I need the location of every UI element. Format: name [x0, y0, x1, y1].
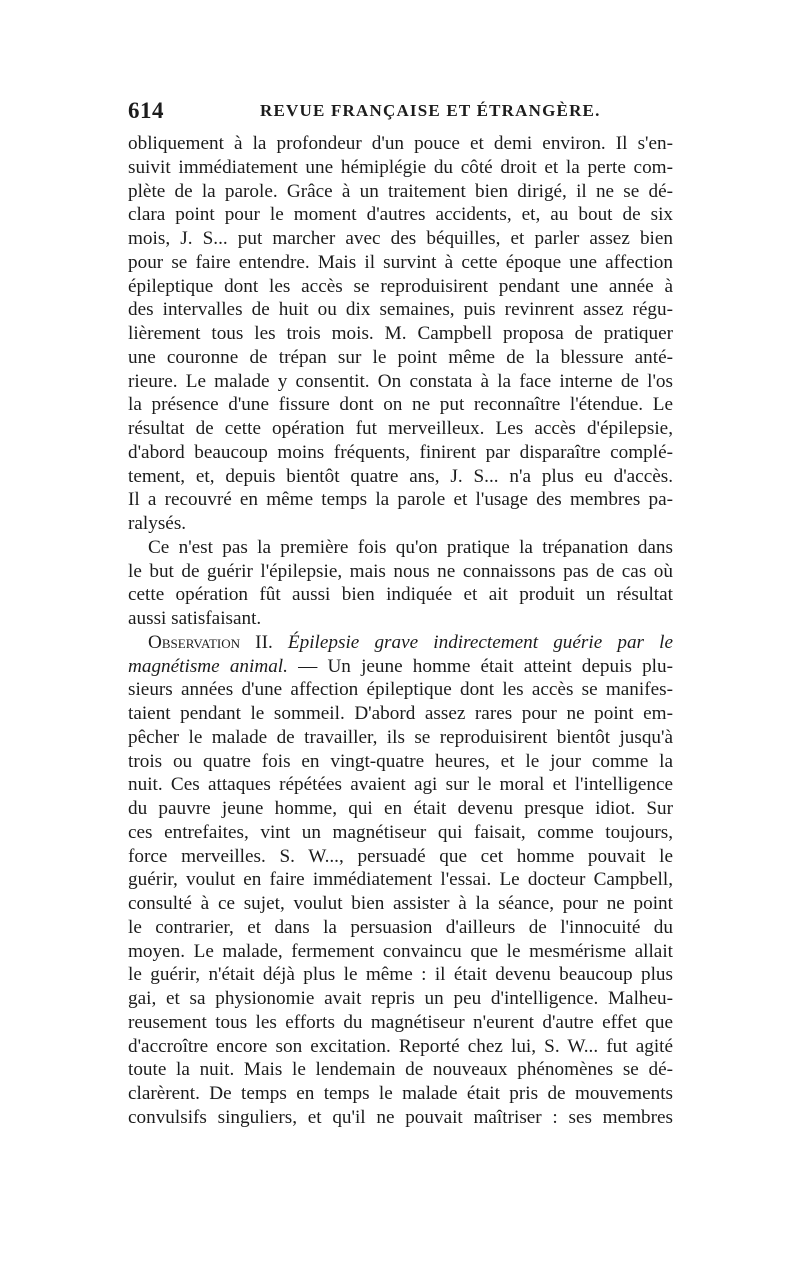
text-line: nuit. Ces attaques répétées avaient agi sur le moral et l'intelligence: [128, 774, 673, 796]
text-line: ces entrefaites, vint un magnétiseur qui faisait, comme toujours,: [128, 821, 673, 843]
text-line: des intervalles de huit ou dix semaines, puis revinrent assez régu-: [128, 299, 673, 321]
text-line: le guérir, n'était déjà plus le même : il était devenu beaucoup plus: [128, 964, 673, 986]
text-line: épileptique dont les accès se reproduisirent pendant une année à: [128, 275, 673, 297]
paragraph-trepanation-case: [128, 132, 673, 536]
text-line: rieure. Le malade y consentit. On constata à la face interne de l'os: [128, 370, 673, 392]
text-line: la présence d'une fissure dont on ne put reconnaître l'étendue. Le: [128, 394, 673, 416]
paragraph-trepanation-comment: [128, 536, 673, 631]
observation-title-continued: magnétisme animal.: [128, 655, 288, 677]
text-line: plète de la parole. Grâce à un traitement bien dirigé, il ne se dé-: [128, 180, 673, 202]
text-line: du pauvre jeune homme, qui en était devenu presque idiot. Sur: [128, 798, 673, 819]
text-line: taient pendant le sommeil. D'abord assez rares pour ne point em-: [128, 703, 673, 724]
text-line: pêcher le malade de travailler, ils se reproduisirent bientôt jusqu'à: [128, 726, 673, 748]
text-line: une couronne de trépan sur le point même de la blessure anté-: [128, 346, 673, 368]
text-line: sieurs années d'une affection épileptique dont les accès se manifes-: [128, 679, 673, 701]
text-line: suivit immédiatement une hémiplégie du côté droit et la perte com-: [128, 156, 673, 178]
text-line: tement, et, depuis bientôt quatre ans, J. S... n'a plus eu d'accès.: [128, 465, 673, 487]
text-line: force merveilles. S. W..., persuadé que cet homme pouvait le: [128, 845, 673, 867]
text-line: lièrement tous les trois mois. M. Campbell proposa de pratiquer: [128, 323, 673, 344]
text-line: pour se faire entendre. Mais il survint à cette époque une affection: [128, 251, 673, 273]
text-line: moyen. Le malade, fermement convaincu que le mesmérisme allait: [128, 940, 673, 962]
running-title: REVUE FRANÇAISE ET ÉTRANGÈRE.: [260, 101, 601, 120]
page-header: [128, 98, 678, 128]
text-line: d'abord beaucoup moins fréquents, finirent par disparaître complé-: [128, 441, 673, 463]
text-line: consulté à ce sujet, voulut bien assister à la séance, pour ne point: [128, 893, 673, 914]
observation-title: Épilepsie grave indirectement guérie par le: [287, 631, 673, 653]
text-line: reusement tous les efforts du magnétiseur n'eurent d'autre effet que: [128, 1011, 673, 1033]
text-line: d'accroître encore son excitation. Reporté chez lui, S. W... fut agité: [128, 1035, 673, 1057]
text-line: mois, J. S... put marcher avec des béquilles, et parler assez bien: [128, 228, 673, 249]
observation-heading-line: [128, 631, 673, 655]
observation-text-start: — Un jeune homme était atteint depuis plu-: [298, 655, 673, 677]
text-line: résultat de cette opération fut merveilleux. Les accès d'épilepsie,: [128, 418, 673, 439]
text-line: clara point pour le moment d'autres accidents, et, au bout de six: [128, 204, 673, 226]
observation-heading-line-2: [128, 655, 673, 679]
text-line: trois ou quatre fois en vingt-quatre heures, et le jour comme la: [128, 750, 673, 772]
text-line: Ce n'est pas la première fois qu'on pratique la trépanation dans: [148, 536, 673, 558]
observation-label: Observation II.: [148, 631, 273, 653]
text-line: le contrarier, et dans la persuasion d'ailleurs de l'innocuité du: [128, 916, 673, 938]
text-line: toute la nuit. Mais le lendemain de nouveaux phénomènes se dé-: [128, 1059, 673, 1081]
text-line: convulsifs singuliers, et qu'il ne pouvait maîtriser : ses membres: [128, 1106, 673, 1128]
text-line: clarèrent. De temps en temps le malade était pris de mouvements: [128, 1083, 673, 1104]
paragraph-magnetism-case: [128, 678, 673, 1129]
text-line: ralysés.: [128, 513, 187, 534]
text-line: obliquement à la profondeur d'un pouce et demi environ. Il s'en-: [128, 133, 673, 154]
text-line: cette opération fût aussi bien indiquée et ait produit un résultat: [128, 584, 673, 606]
page-number: 614: [128, 98, 164, 123]
text-line: guérir, voulut en faire immédiatement l'essai. Le docteur Campbell,: [128, 869, 673, 891]
text-line: aussi satisfaisant.: [128, 608, 262, 629]
text-line: gai, et sa physionomie avait repris un peu d'intelligence. Malheu-: [128, 988, 673, 1009]
text-line: le but de guérir l'épilepsie, mais nous ne connaissons pas de cas où: [128, 560, 673, 582]
text-line: Il a recouvré en même temps la parole et l'usage des membres pa-: [128, 489, 673, 511]
body-text: [128, 132, 673, 1130]
